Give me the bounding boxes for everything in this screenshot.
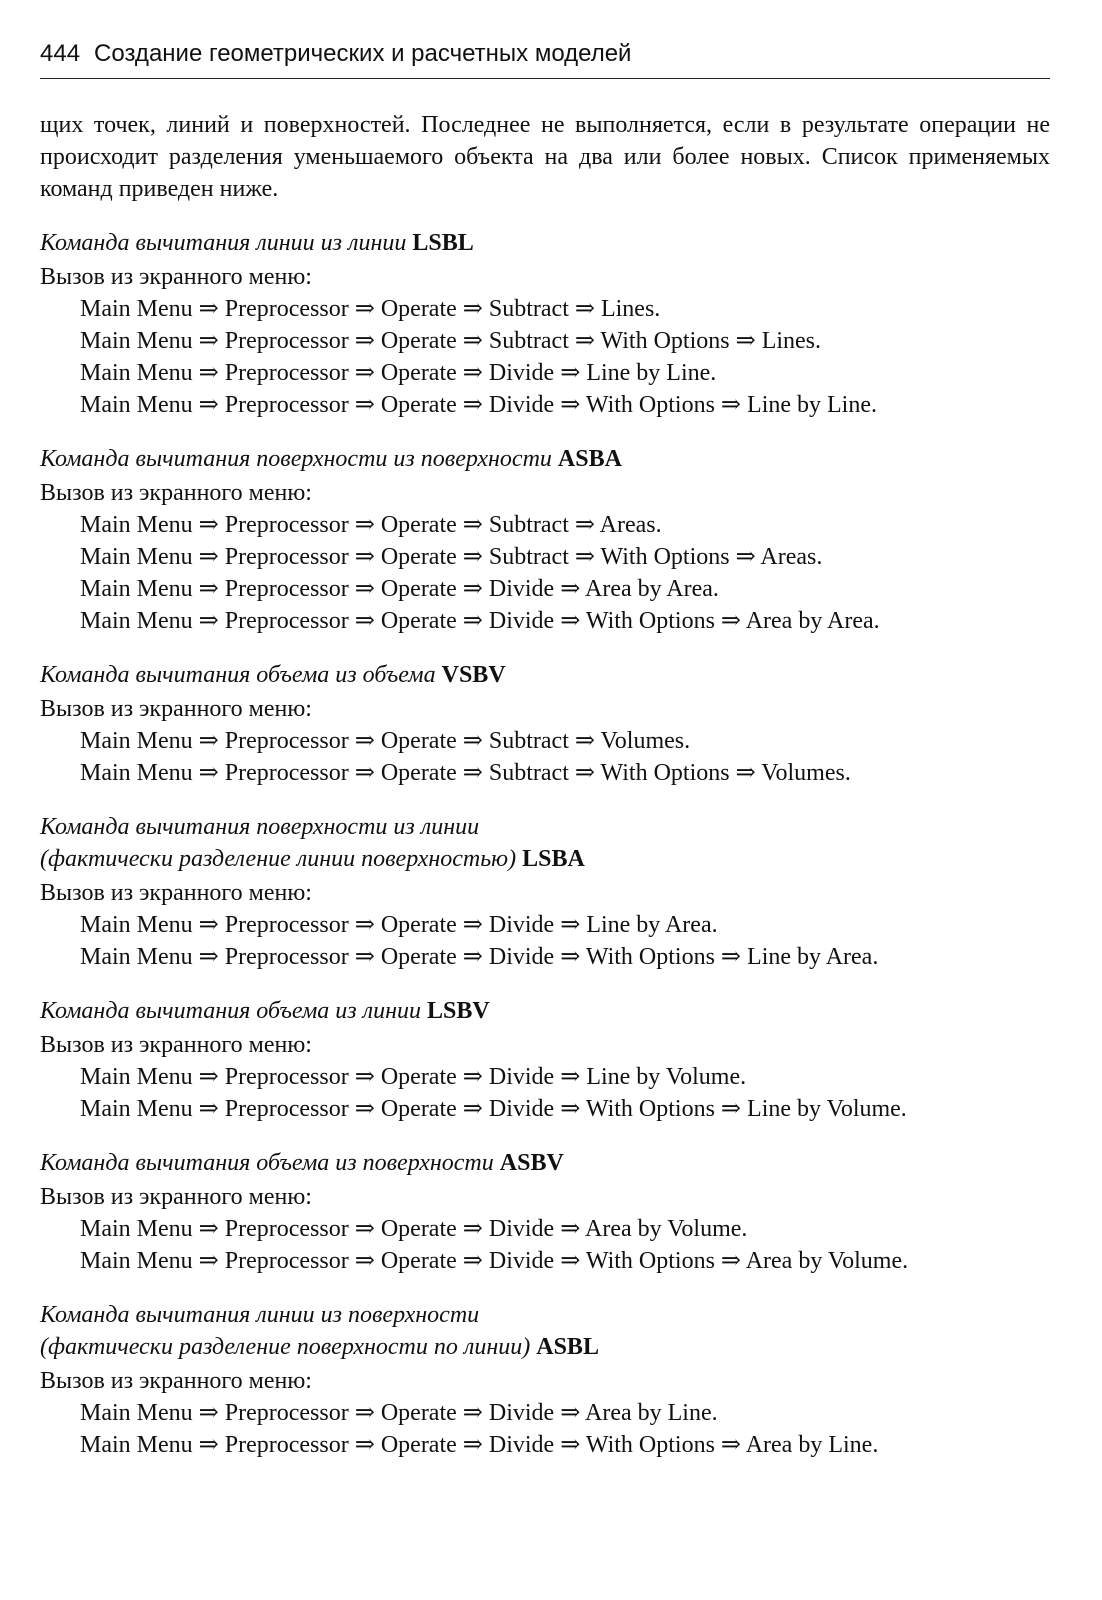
command-code: LSBA (522, 846, 585, 872)
command-title (40, 227, 1050, 259)
command-code: LSBV (427, 998, 490, 1024)
command-title-line (40, 811, 1050, 843)
menu-path: Main Menu ⇒ Preprocessor ⇒ Operate ⇒ Subtract ⇒ With Options ⇒ Lines. (80, 328, 822, 354)
command-title (40, 659, 1050, 691)
command-description: Команда вычитания поверхности из поверхности (40, 446, 552, 472)
command-title-line (40, 995, 1050, 1027)
command-title-line (40, 843, 1050, 875)
menu-path: Main Menu ⇒ Preprocessor ⇒ Operate ⇒ Divide ⇒ Line by Volume. (80, 1064, 747, 1090)
command-title-line (40, 227, 1050, 259)
command-title (40, 995, 1050, 1027)
menu-path-list (40, 909, 1050, 973)
command-code: ASBL (536, 1334, 599, 1360)
command-title (40, 1299, 1050, 1363)
command-description: Команда вычитания поверхности из линии (40, 814, 480, 840)
menu-path: Main Menu ⇒ Preprocessor ⇒ Operate ⇒ Divide ⇒ With Options ⇒ Area by Area. (80, 608, 880, 634)
command-title-line (40, 659, 1050, 691)
command-description: (фактически разделение поверхности по линии) (40, 1334, 531, 1360)
menu-call-label: Вызов из экранного меню: (40, 696, 312, 722)
menu-path: Main Menu ⇒ Preprocessor ⇒ Operate ⇒ Subtract ⇒ With Options ⇒ Areas. (80, 544, 823, 570)
command-list (40, 227, 1050, 1461)
command-title-line (40, 1147, 1050, 1179)
command-description: Команда вычитания объема из линии (40, 998, 421, 1024)
command-title-line (40, 443, 1050, 475)
menu-path-list (40, 1061, 1050, 1125)
menu-call-label: Вызов из экранного меню: (40, 1032, 312, 1058)
command-title-line (40, 1299, 1050, 1331)
menu-path: Main Menu ⇒ Preprocessor ⇒ Operate ⇒ Subtract ⇒ With Options ⇒ Volumes. (80, 760, 851, 786)
menu-path: Main Menu ⇒ Preprocessor ⇒ Operate ⇒ Divide ⇒ Area by Volume. (80, 1216, 748, 1242)
menu-path-list (40, 1213, 1050, 1277)
menu-path: Main Menu ⇒ Preprocessor ⇒ Operate ⇒ Divide ⇒ With Options ⇒ Line by Volume. (80, 1096, 907, 1122)
intro-paragraph: щих точек, линий и поверхностей. Последнее не выполняется, если в результате операции не происходит разделения уменьшаемого объекта на два или более новых. Список применяемых команд приведен ниже. (40, 112, 1050, 202)
menu-call-label: Вызов из экранного меню: (40, 880, 312, 906)
menu-path: Main Menu ⇒ Preprocessor ⇒ Operate ⇒ Subtract ⇒ Volumes. (80, 728, 691, 754)
command-section (40, 1299, 1050, 1461)
menu-path: Main Menu ⇒ Preprocessor ⇒ Operate ⇒ Divide ⇒ Line by Line. (80, 360, 717, 386)
command-code: LSBL (412, 230, 474, 256)
command-section (40, 1147, 1050, 1277)
command-description: Команда вычитания линии из поверхности (40, 1302, 480, 1328)
command-description: Команда вычитания линии из линии (40, 230, 407, 256)
command-title-line (40, 1331, 1050, 1363)
menu-call-label: Вызов из экранного меню: (40, 1184, 312, 1210)
running-title: Создание геометрических и расчетных моделей (94, 40, 632, 67)
page-number: 444 (40, 40, 81, 67)
command-code: VSBV (441, 662, 506, 688)
command-section (40, 811, 1050, 973)
menu-path-list (40, 293, 1050, 421)
menu-path-list (40, 725, 1050, 789)
menu-path: Main Menu ⇒ Preprocessor ⇒ Operate ⇒ Subtract ⇒ Areas. (80, 512, 662, 538)
menu-path: Main Menu ⇒ Preprocessor ⇒ Operate ⇒ Divide ⇒ With Options ⇒ Line by Area. (80, 944, 879, 970)
menu-path-list (40, 1397, 1050, 1461)
command-code: ASBA (557, 446, 622, 472)
command-section (40, 443, 1050, 637)
menu-path: Main Menu ⇒ Preprocessor ⇒ Operate ⇒ Divide ⇒ Area by Area. (80, 576, 719, 602)
menu-path: Main Menu ⇒ Preprocessor ⇒ Operate ⇒ Divide ⇒ With Options ⇒ Area by Volume. (80, 1248, 909, 1274)
menu-call-label: Вызов из экранного меню: (40, 1368, 312, 1394)
menu-path: Main Menu ⇒ Preprocessor ⇒ Operate ⇒ Subtract ⇒ Lines. (80, 296, 661, 322)
menu-call-label: Вызов из экранного меню: (40, 264, 312, 290)
menu-path: Main Menu ⇒ Preprocessor ⇒ Operate ⇒ Divide ⇒ Line by Area. (80, 912, 718, 938)
command-title (40, 1147, 1050, 1179)
command-description: Команда вычитания объема из объема (40, 662, 436, 688)
command-section (40, 995, 1050, 1125)
command-code: ASBV (499, 1150, 564, 1176)
command-title (40, 811, 1050, 875)
menu-path: Main Menu ⇒ Preprocessor ⇒ Operate ⇒ Divide ⇒ With Options ⇒ Area by Line. (80, 1432, 879, 1458)
command-description: Команда вычитания объема из поверхности (40, 1150, 494, 1176)
command-description: (фактически разделение линии поверхностью) (40, 846, 517, 872)
menu-path: Main Menu ⇒ Preprocessor ⇒ Operate ⇒ Divide ⇒ With Options ⇒ Line by Line. (80, 392, 877, 418)
command-section (40, 227, 1050, 421)
command-section (40, 659, 1050, 789)
running-header (40, 40, 1050, 79)
command-title (40, 443, 1050, 475)
menu-path: Main Menu ⇒ Preprocessor ⇒ Operate ⇒ Divide ⇒ Area by Line. (80, 1400, 718, 1426)
book-page (40, 40, 1050, 1461)
menu-call-label: Вызов из экранного меню: (40, 480, 312, 506)
menu-path-list (40, 509, 1050, 637)
